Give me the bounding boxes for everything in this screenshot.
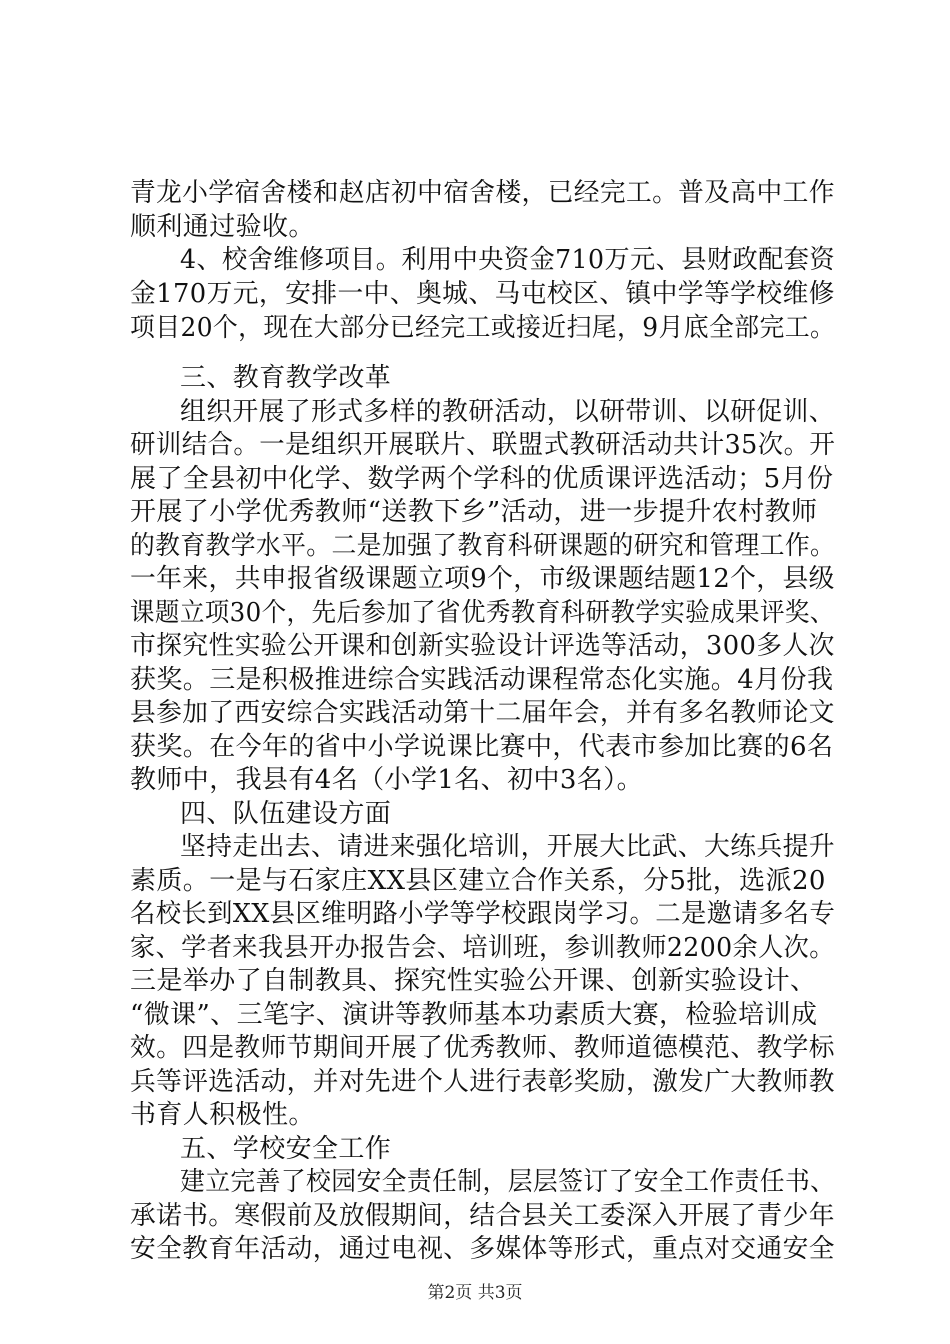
text-line: 名校长到XX县区维明路小学等学校跟岗学习。二是邀请多名专 xyxy=(130,899,836,929)
text-line: 开展了小学优秀教师“送教下乡”活动，进一步提升农村教师 xyxy=(130,497,818,527)
text-line: 效。四是教师节期间开展了优秀教师、教师道德模范、教学标 xyxy=(130,1033,835,1063)
text-line: 家、学者来我县开办报告会、培训班，参训教师2200余人次。 xyxy=(130,933,835,963)
text-line: 的教育教学水平。二是加强了教育科研课题的研究和管理工作。 xyxy=(130,531,836,561)
text-line: 课题立项30个，先后参加了省优秀教育科研教学实验成果评奖、 xyxy=(130,598,835,628)
text-line: 项目20个，现在大部分已经完工或接近扫尾，9月底全部完工。 xyxy=(130,313,836,343)
text-line: 市探究性实验公开课和创新实验设计评选等活动，300多人次 xyxy=(130,631,835,661)
text-line: 兵等评选活动，并对先进个人进行表彰奖励，激发广大教师教 xyxy=(130,1067,835,1097)
text-line: 三是举办了自制教具、探究性实验公开课、创新实验设计、 xyxy=(130,966,817,996)
text-line: 获奖。在今年的省中小学说课比赛中，代表市参加比赛的6名 xyxy=(130,732,834,762)
text-line: “微课”、三笔字、演讲等教师基本功素质大赛，检验培训成 xyxy=(130,1000,818,1030)
text-line: 承诺书。寒假前及放假期间，结合县关工委深入开展了青少年 xyxy=(130,1201,835,1231)
section-heading: 四、队伍建设方面 xyxy=(180,799,392,829)
text-line: 书育人积极性。 xyxy=(130,1100,315,1130)
text-line: 金170万元，安排一中、奥城、马屯校区、镇中学等学校维修 xyxy=(130,279,835,309)
text-line: 组织开展了形式多样的教研活动，以研带训、以研促训、 xyxy=(180,397,836,427)
text-line: 教师中，我县有4名（小学1名、初中3名）。 xyxy=(130,765,644,795)
text-line: 一年来，共申报省级课题立项9个，市级课题结题12个，县级 xyxy=(130,564,835,594)
text-line: 4、校舍维修项目。利用中央资金710万元、县财政配套资 xyxy=(180,245,835,275)
text-line: 坚持走出去、请进来强化培训，开展大比武、大练兵提升 xyxy=(180,832,836,862)
text-line: 顺利通过验收。 xyxy=(130,212,315,242)
section-heading: 三、教育教学改革 xyxy=(180,363,392,393)
text-line: 安全教育年活动，通过电视、多媒体等形式，重点对交通安全 xyxy=(130,1234,835,1264)
section-heading: 五、学校安全工作 xyxy=(180,1134,392,1164)
text-line: 获奖。三是积极推进综合实践活动课程常态化实施。4月份我 xyxy=(130,665,834,695)
text-line: 素质。一是与石家庄XX县区建立合作关系，分5批，选派20 xyxy=(130,866,826,896)
text-line: 青龙小学宿舍楼和赵店初中宿舍楼，已经完工。普及高中工作 xyxy=(130,178,835,208)
text-line: 建立完善了校园安全责任制，层层签订了安全工作责任书、 xyxy=(180,1167,836,1197)
text-line: 研训结合。一是组织开展联片、联盟式教研活动共计35次。开 xyxy=(130,430,836,460)
text-line: 县参加了西安综合实践活动第十二届年会，并有多名教师论文 xyxy=(130,698,835,728)
page-footer: 第2页 共3页 xyxy=(427,1283,523,1303)
text-line: 展了全县初中化学、数学两个学科的优质课评选活动；5月份 xyxy=(130,464,834,494)
